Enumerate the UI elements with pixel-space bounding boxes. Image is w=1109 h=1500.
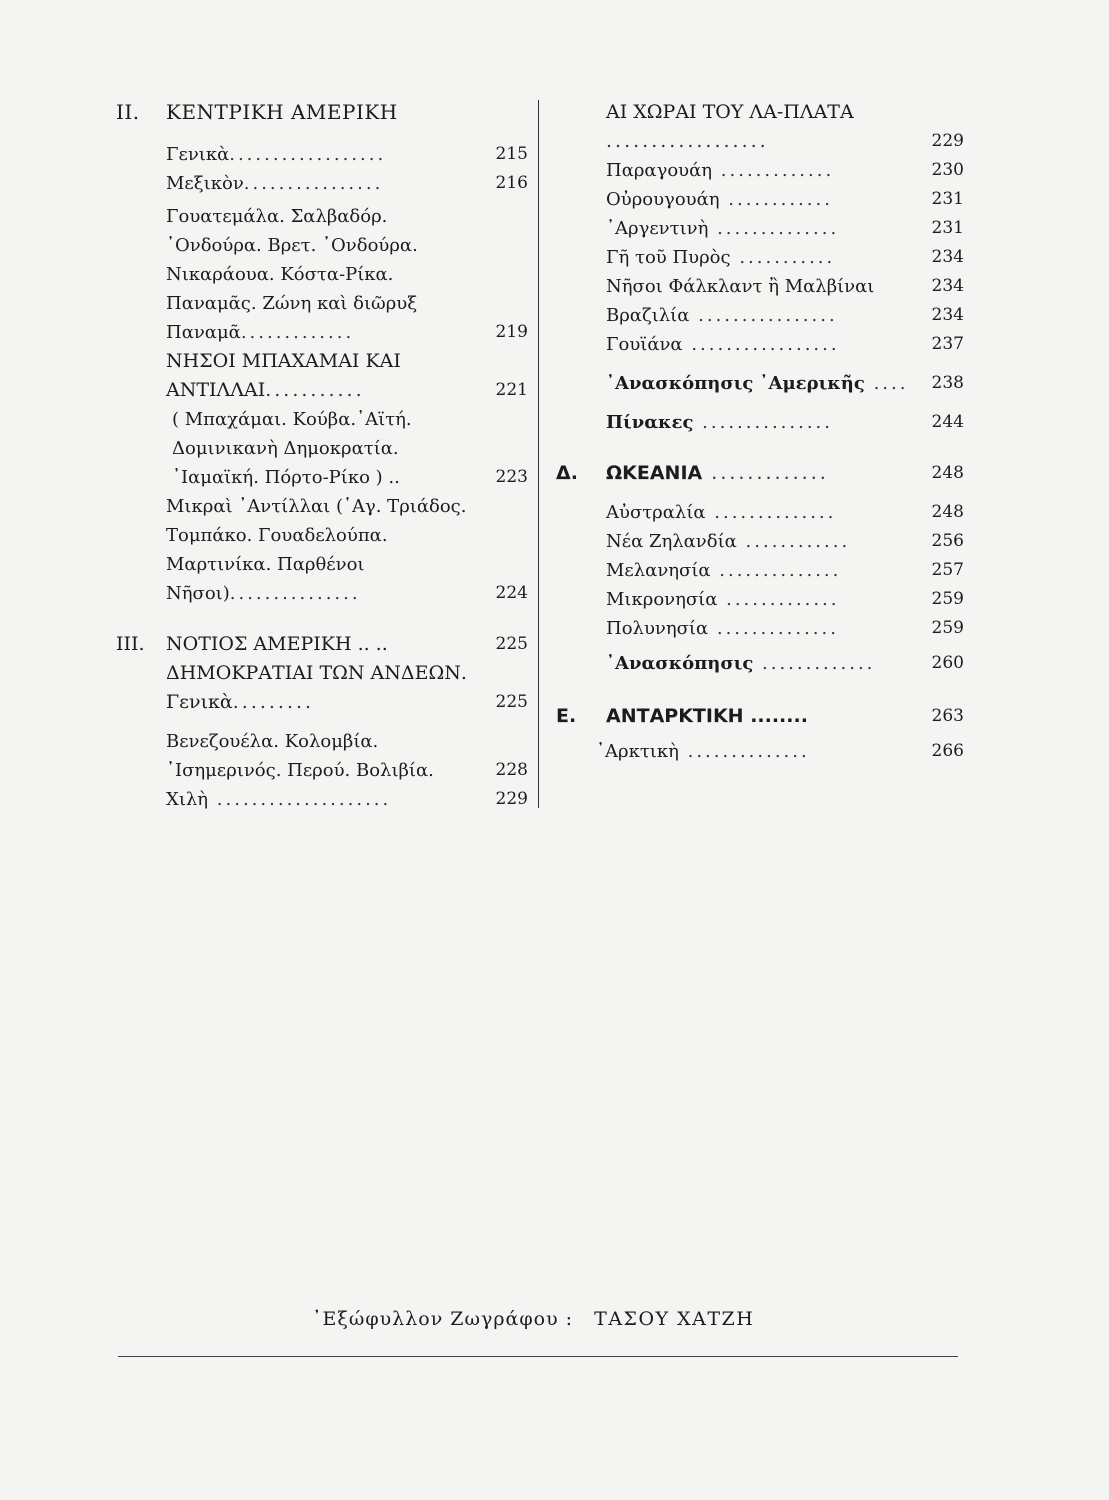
entry-label: ᾿Αρκτικὴ [596, 741, 679, 762]
page-number: 248 [931, 502, 964, 522]
page-number: 228 [495, 760, 528, 780]
entry-label: Μικρονησία [606, 589, 718, 610]
entry-label: ( Μπαχάμαι. Κούβα.᾿Αϊτή. Δομινικανὴ Δημοκρατία. ᾿Ιαμαϊκή. Πόρτο-Ρίκο ) .. [172, 409, 412, 488]
entry-label: Οὐρουγουάη [606, 189, 720, 210]
section-number: II. [116, 100, 140, 124]
entry-label: Νῆσοι Φάλκλαντ ἢ Μαλβίναι [606, 276, 875, 297]
bottom-rule [118, 1356, 958, 1357]
section-number: III. [116, 633, 145, 655]
page-number: 256 [931, 531, 964, 551]
toc-entry: Μικραὶ ᾿Αντίλλαι (῾Αγ. Τριάδος. Τομπάκο. Γουαδελούπα. Μαρτινίκα. Παρθένοι Νῆσοι)............... 224 [116, 492, 528, 608]
section-entries [556, 737, 964, 766]
entry-label: Γενικὰ [166, 144, 230, 165]
toc-entry: ΝΗΣΟΙ ΜΠΑΧΑΜΑΙ ΚΑΙ ΑΝΤΙΛΛΑΙ........... 221 [116, 347, 528, 405]
entry-label: Πολυνησία [606, 618, 709, 639]
page-number: 263 [931, 706, 964, 726]
toc-entry: Πολυνησία .............. 259 [606, 614, 964, 643]
page-number: 229 [495, 789, 528, 809]
section-heading [556, 702, 964, 731]
credit-name: ΤΑΣΟΥ ΧΑΤΖΗ [594, 1308, 755, 1330]
section-number: Δ. [556, 462, 578, 484]
page-number: 248 [931, 463, 964, 483]
toc-entry [116, 405, 528, 492]
entry-label: Μεξικὸν [166, 173, 244, 194]
section-entries [556, 498, 964, 678]
page-number: 257 [931, 560, 964, 580]
entry-label: ᾿Ανασκόπησις ᾿Αμερικῆς [606, 373, 865, 394]
column-divider [538, 100, 539, 808]
page-number: 238 [931, 373, 964, 393]
page-number: 234 [931, 276, 964, 296]
toc-entry [166, 727, 528, 785]
page-number: 260 [931, 653, 964, 673]
page-number: 223 [495, 467, 528, 487]
page-number: 224 [495, 583, 528, 603]
page-number: 234 [931, 305, 964, 325]
toc-entry: ᾿Αργεντινὴ .............. 231 [606, 214, 964, 243]
toc-left-column [116, 98, 528, 814]
toc-entry: Μικρονησία ............. 259 [606, 585, 964, 614]
entry-label: Γῆ τοῦ Πυρὸς [606, 247, 731, 268]
entry-label: Βενεζουέλα. Κολομβία. ᾿Ισημερινός. Περού. Βολιβία. [166, 731, 434, 781]
page-number: 215 [495, 144, 528, 164]
page-number: 225 [495, 692, 528, 712]
page-number: 234 [931, 247, 964, 267]
page-number: 259 [931, 618, 964, 638]
page-number: 266 [931, 741, 964, 761]
toc-entry: Χιλὴ .................... 229 [166, 785, 528, 814]
toc-entry: Νέα Ζηλανδία ............ 256 [606, 527, 964, 556]
entry-label: Νέα Ζηλανδία [606, 531, 737, 552]
section-entries [116, 659, 528, 814]
entry-label: ᾿Ανασκόπησις [606, 653, 754, 674]
toc-right-column [556, 98, 964, 766]
entry-label: Παραγουάη [606, 160, 713, 181]
section-title: ΩΚΕΑΝΙΑ [606, 462, 703, 484]
toc-entry: ᾿Ανασκόπησις ᾿Αμερικῆς .... 238 [606, 369, 964, 398]
toc-entry: ΑΙ ΧΩΡΑΙ ΤΟΥ ΛΑ-ΠΛΑΤΑ .................. 229 [556, 98, 964, 156]
entry-label: Μικραὶ ᾿Αντίλλαι (῾Αγ. Τριάδος. Τομπάκο. Γουαδελούπα. Μαρτινίκα. Παρθένοι Νῆσοι) [166, 496, 467, 604]
entry-label: ΝΗΣΟΙ ΜΠΑΧΑΜΑΙ ΚΑΙ ΑΝΤΙΛΛΑΙ [166, 350, 401, 401]
toc-entry: Βραζιλία ................ 234 [606, 301, 964, 330]
toc-entry: Μελανησία .............. 257 [606, 556, 964, 585]
entry-label: Γουατεμάλα. Σαλβαδόρ. ᾿Ονδούρα. Βρετ. ᾿Ονδούρα. Νικαράουα. Κόστα-Ρίκα. Παναμᾶς. Ζώνη καὶ διῶρυξ Παναμᾶ [166, 206, 418, 343]
section-title: ΚΕΝΤΡΙΚΗ ΑΜΕΡΙΚΗ [166, 100, 398, 124]
page-number: 237 [931, 334, 964, 354]
page-number: 216 [495, 173, 528, 193]
section-heading [116, 630, 528, 659]
section-title: ΑΝΤΑΡΚΤΙΚΗ ........ [606, 705, 808, 727]
page-number: 225 [495, 634, 528, 654]
entry-label: Μελανησία [606, 560, 711, 581]
section-number: Ε. [556, 705, 577, 727]
toc-entry: ᾿Αρκτικὴ .............. 266 [596, 737, 964, 766]
entry-label: Αὐστραλία [606, 502, 706, 523]
section-entries [116, 140, 528, 347]
toc-entry: Πίνακες ............... 244 [606, 408, 964, 437]
cover-credit [312, 1308, 754, 1330]
entry-label: ΑΙ ΧΩΡΑΙ ΤΟΥ ΛΑ-ΠΛΑΤΑ [606, 101, 854, 123]
toc-entry: Γουϊάνα ................. 237 [606, 330, 964, 359]
section-heading [116, 98, 528, 126]
section-title: ΝΟΤΙΟΣ ΑΜΕΡΙΚΗ .. .. [166, 633, 388, 655]
toc-entry [606, 272, 964, 301]
page-number: 219 [495, 322, 528, 342]
page-number: 230 [931, 160, 964, 180]
page-number: 244 [931, 412, 964, 432]
credit-label: ᾿Εξώφυλλον Ζωγράφου : [312, 1308, 574, 1330]
entry-label: Πίνακες [606, 412, 694, 433]
page-number: 231 [931, 218, 964, 238]
toc-entry: Αὐστραλία .............. 248 [606, 498, 964, 527]
entry-label: ΔΗΜΟΚΡΑΤΙΑΙ ΤΩΝ ΑΝΔΕΩΝ. Γενικὰ [166, 662, 467, 713]
entry-label: Γουϊάνα [606, 334, 683, 355]
toc-entry: ΔΗΜΟΚΡΑΤΙΑΙ ΤΩΝ ΑΝΔΕΩΝ. Γενικὰ......... 225 [166, 659, 528, 717]
toc-entry: Γουατεμάλα. Σαλβαδόρ. ᾿Ονδούρα. Βρετ. ᾿Ονδούρα. Νικαράουα. Κόστα-Ρίκα. Παναμᾶς. Ζώνη καὶ διῶρυξ Παναμᾶ............. 219 [166, 202, 528, 347]
toc-entry: Παραγουάη ............. 230 [606, 156, 964, 185]
toc-entry: Γῆ τοῦ Πυρὸς ........... 234 [606, 243, 964, 272]
page-number: 259 [931, 589, 964, 609]
page-number: 221 [495, 380, 528, 400]
entry-label: Χιλὴ [166, 789, 209, 810]
toc-entry: ᾿Ανασκόπησις ............. 260 [606, 649, 964, 678]
entry-label: Βραζιλία [606, 305, 690, 326]
page-number: 229 [931, 131, 964, 151]
toc-entry: Γενικὰ.................. 215 [166, 140, 528, 169]
toc-entry: Οὐρουγουάη ............ 231 [606, 185, 964, 214]
section-entries [556, 156, 964, 437]
section-heading: Δ. ΩΚΕΑΝΙΑ ............. 248 [556, 459, 964, 488]
page-number: 231 [931, 189, 964, 209]
toc-entry: Μεξικὸν................ 216 [166, 169, 528, 198]
entry-label: ᾿Αργεντινὴ [606, 218, 709, 239]
